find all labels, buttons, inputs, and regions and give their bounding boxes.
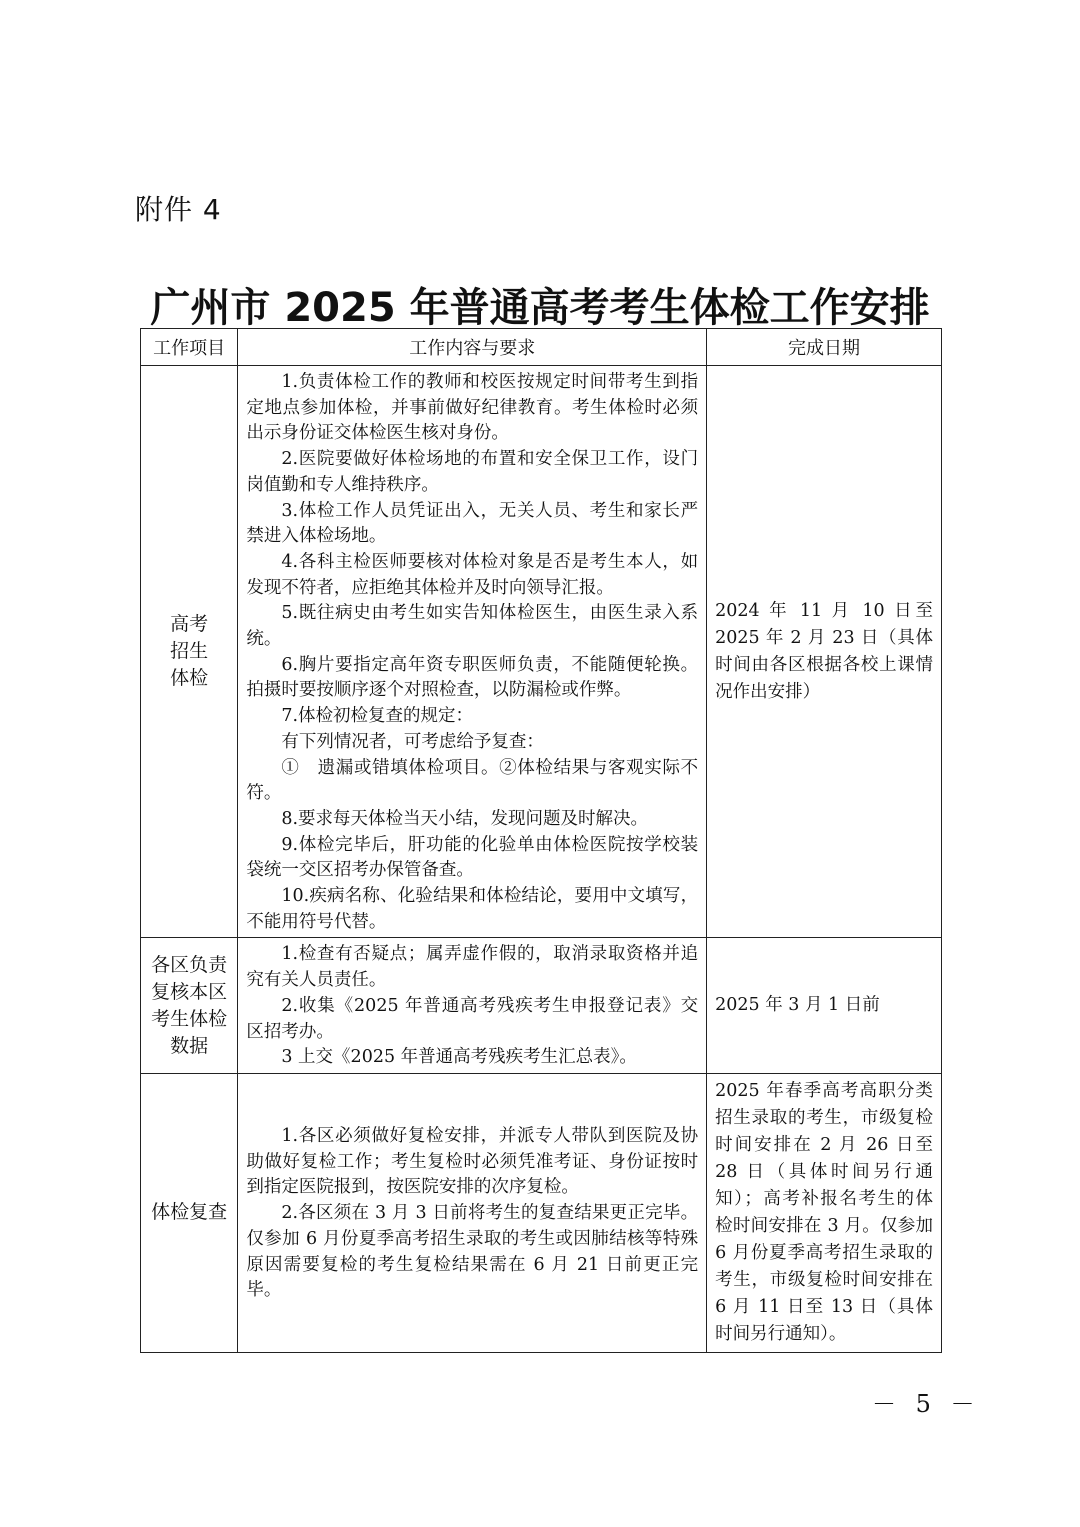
page-number: － 5 － (872, 1390, 981, 1418)
content-cell (238, 938, 707, 1074)
item-cell (141, 366, 238, 938)
date-cell: 2024 年 11 月 10 日至 2025 年 2 月 23 日（具体时间由各区根据各校上课情况作出安排） (707, 366, 942, 938)
item-line: 体检 (170, 667, 209, 690)
date-cell: 2025 年春季高考高职分类招生录取的考生，市级复检时间安排在 2 月 26 日至 28 日（具体时间另行通知）；高考补报名考生的体检时间安排在 3 月。仅参加 6 月份夏季高考招生录取的考生，市级复检时间安排在 6 月 11 日至 13 日（具体时间另行通知）。 (707, 1073, 942, 1352)
content-paragraph: 1.各区必须做好复检安排，并派专人带队到医院及协助做好复检工作；考生复检时必须凭准考证、身份证按时到指定医院报到，按医院安排的次序复检。 (246, 1126, 699, 1198)
item-cell (141, 938, 238, 1074)
item-line: 各区负责 (151, 953, 228, 976)
content-paragraph: 9.体检完毕后，肝功能的化验单由体检医院按学校装袋统一交区招考办保管备查。 (246, 834, 699, 881)
content-paragraph: 5.既往病史由考生如实告知体检医生，由医生录入系统。 (246, 603, 699, 650)
content-cell (238, 1073, 707, 1352)
content-paragraph: 2.医院要做好体检场地的布置和安全保卫工作，设门岗值勤和专人维持秩序。 (246, 449, 699, 495)
header-completion-date: 完成日期 (707, 329, 942, 366)
item-cell (141, 1073, 238, 1352)
table-row (141, 366, 942, 938)
content-paragraph: 3.体检工作人员凭证出入，无关人员、考生和家长严禁进入体检场地。 (246, 500, 699, 547)
content-paragraph: ① 遗漏或错填体检项目。②体检结果与客观实际不符。 (246, 757, 699, 804)
content-paragraph: 1.负责体检工作的教师和校医按规定时间带考生到指定地点参加体检，并事前做好纪律教育。考生体检时必须出示身份证交体检医生核对身份。 (246, 372, 699, 444)
item-line: 复核本区 (151, 980, 228, 1003)
content-paragraph: 6.胸片要指定高年资专职医师负责，不能随便轮换。拍摄时要按顺序逐个对照检查，以防漏检或作弊。 (246, 654, 699, 701)
content-paragraph: 8.要求每天体检当天小结，发现问题及时解决。 (281, 808, 649, 829)
item-line: 高考 (170, 613, 209, 636)
content-cell (238, 366, 707, 938)
content-paragraph: 1.检查有否疑点；属弄虚作假的，取消录取资格并追究有关人员责任。 (246, 944, 699, 991)
content-paragraph: 10.疾病名称、化验结果和体检结论，要用中文填写，不能用符号代替。 (246, 886, 699, 932)
document-title: 广州市 2025 年普通高考考生体检工作安排 (150, 285, 930, 331)
header-work-item: 工作项目 (141, 329, 238, 366)
date-cell: 2025 年 3 月 1 日前 (707, 938, 942, 1074)
content-paragraph: 2.各区须在 3 月 3 日前将考生的复查结果更正完毕。仅参加 6 月份夏季高考招生录取的考生或因肺结核等特殊原因需要复检的考生复检结果需在 6 月 21 日前更正完毕。 (246, 1203, 699, 1301)
content-paragraph: 2.收集《2025 年普通高考残疾考生申报登记表》交区招考办。 (246, 995, 699, 1042)
item-line: 考生体检 (151, 1007, 228, 1030)
attachment-label: 附件 4 (135, 193, 222, 226)
item-line: 招生 (170, 640, 209, 663)
table-row (141, 1073, 942, 1352)
content-paragraph: 4.各科主检医师要核对体检对象是否是考生本人，如发现不符者，应拒绝其体检并及时向领导汇报。 (246, 551, 699, 598)
table-header-row (141, 329, 942, 366)
item-line: 体检复查 (151, 1201, 228, 1224)
table-row (141, 938, 942, 1074)
schedule-table (140, 328, 942, 1353)
content-paragraph: 7.体检初检复查的规定： (281, 706, 474, 727)
content-paragraph: 有下列情况者，可考虑给予复查： (281, 731, 544, 752)
item-line: 数据 (170, 1034, 209, 1057)
header-work-content: 工作内容与要求 (238, 329, 707, 366)
content-paragraph: 3 上交《2025 年普通高考残疾考生汇总表》。 (281, 1047, 637, 1068)
